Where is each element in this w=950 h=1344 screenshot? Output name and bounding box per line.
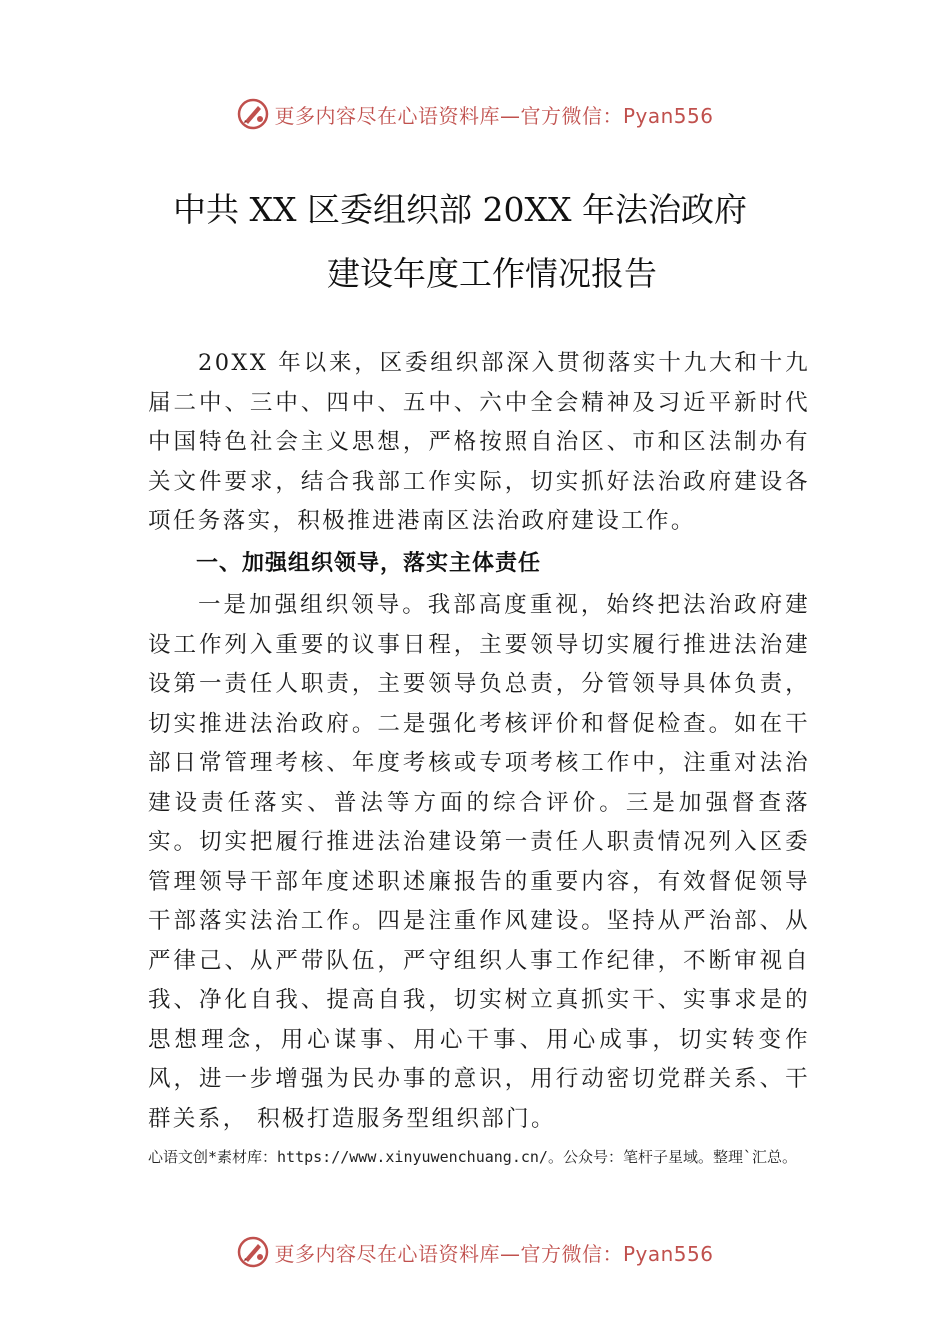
section-heading: 一、加强组织领导，落实主体责任 [196, 551, 542, 576]
document-title-line2: 建设年度工作情况报告 [327, 254, 657, 293]
document-title-line1: 中共 XX 区委组织部 20XX 年法治政府 [173, 190, 747, 229]
brand-logo-icon [236, 97, 270, 131]
brand-logo-icon [236, 1235, 270, 1269]
source-footnote: 心语文创*素材库：https://www.xinyuwenchuang.cn/。公众号：笔杆子星域。整理`汇总。 [148, 1148, 797, 1166]
bottom-banner [0, 1232, 950, 1272]
banner-text: 更多内容尽在心语资料库—官方微信：Pyan556 [274, 1241, 714, 1266]
intro-paragraph: 20XX 年以来，区委组织部深入贯彻落实十九大和十九届二中、三中、四中、五中、六中全会精神及习近平新时代中国特色社会主义思想，严格按照自治区、市和区法制办有关文件要求，结合我部工作实际，切实抓好法治政府建设各项任务落实，积极推进港南区法治政府建设工作。 [148, 350, 810, 534]
top-banner [0, 94, 950, 134]
body-paragraph: 一是加强组织领导。我部高度重视，始终把法治政府建设工作列入重要的议事日程，主要领导切实履行推进法治建设第一责任人职责，主要领导负总责，分管领导具体负责， 切实推进法治政府。二是强化考核评价和督促检查。如在干部日常管理考核、年度考核或专项考核工作中，注重对法治建设责任落实、普法等方面的综合评价。三是加强督查落实。切实把履行推进法治建设第一责任人职责情况列入区委管理领导干部年度述职述廉报告的重要内容，有效督促领导干部落实法治工作。四是注重作风建设。坚持从严治部、从严律己、从严带队伍，严守组织人事工作纪律，不断审视自我、净化自我、提高自我，切实树立真抓实干、实事求是的思想理念，用心谋事、用心干事、用心成事，切实转变作风，进一步增强为民办事的意识，用行动密切党群关系、干群关系， 积极打造服务型组织部门。 [148, 592, 810, 1132]
banner-text: 更多内容尽在心语资料库—官方微信：Pyan556 [274, 103, 714, 128]
